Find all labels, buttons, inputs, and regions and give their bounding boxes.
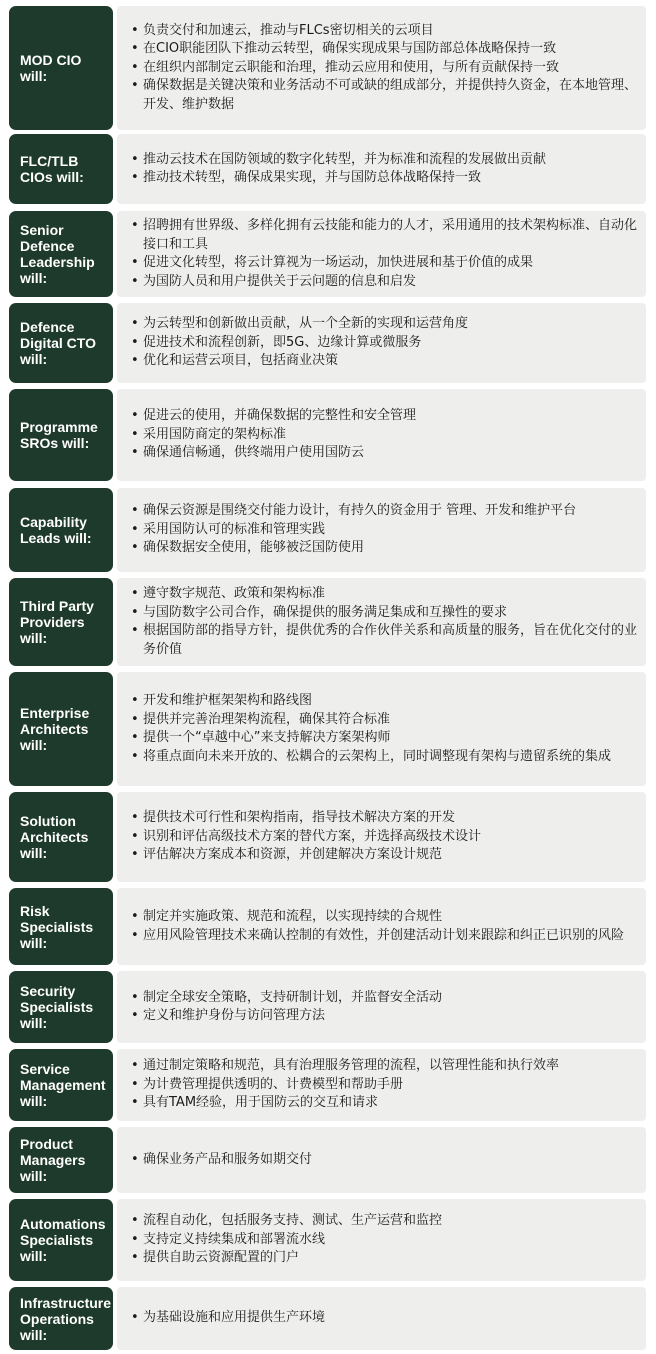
responsibility-item: • 推动云技术在国防领域的数字化转型，并为标准和流程的发展做出贡献	[131, 151, 640, 170]
role-responsibilities	[117, 1127, 646, 1193]
responsibility-item: • 确保云资源是围绕交付能力设计，有持久的资金用于 管理、开发和维护平台	[131, 502, 640, 521]
responsibility-item: • 促进技术和流程创新，即5G、边缘计算或微服务	[131, 334, 640, 353]
responsibility-item: • 促进文化转型，将云计算视为一场运动，加快进展和基于价值的成果	[131, 254, 640, 273]
role-responsibilities	[117, 1199, 646, 1281]
role-row	[9, 389, 646, 481]
role-label: Programme SROs will:	[20, 419, 98, 451]
role-label: Senior Defence Leadership will:	[20, 222, 95, 286]
responsibility-item: • 确保通信畅通，供终端用户使用国防云	[131, 444, 640, 463]
responsibility-item: • 将重点面向未来开放的、松耦合的云架构上，同时调整现有架构与遗留系统的集成	[131, 748, 640, 767]
role-responsibilities	[117, 303, 646, 383]
responsibility-list	[131, 989, 640, 1026]
role-label-box	[9, 134, 113, 204]
role-label-box	[9, 488, 113, 572]
responsibility-list	[131, 407, 640, 463]
role-row	[9, 672, 646, 786]
role-row	[9, 303, 646, 383]
responsibility-item: • 采用国防认可的标准和管理实践	[131, 521, 640, 540]
role-label: Service Management will:	[20, 1061, 106, 1109]
responsibility-item: • 流程自动化，包括服务支持、测试、生产运营和监控	[131, 1212, 640, 1231]
role-responsibilities	[117, 1049, 646, 1121]
responsibility-list	[131, 151, 640, 188]
responsibility-item: • 负责交付和加速云，推动与FLCs密切相关的云项目	[131, 22, 640, 41]
role-label: FLC/TLB CIOs will:	[20, 153, 84, 185]
responsibility-item: • 为国防人员和用户提供关于云问题的信息和启发	[131, 273, 640, 292]
role-label-box	[9, 1049, 113, 1121]
responsibility-item: • 推动技术转型，确保成果实现，并与国防总体战略保持一致	[131, 169, 640, 188]
responsibility-list	[131, 908, 640, 945]
responsibility-item: • 为计费管理提供透明的、计费模型和帮助手册	[131, 1076, 640, 1095]
responsibility-list	[131, 809, 640, 865]
role-label: Infrastructure Operations will:	[20, 1294, 112, 1343]
role-row	[9, 971, 646, 1043]
role-label: Automations Specialists will:	[20, 1216, 106, 1264]
responsibility-item: • 开发和维护框架架构和路线图	[131, 692, 640, 711]
role-label: Enterprise Architects will:	[20, 705, 90, 753]
responsibility-list	[131, 585, 640, 659]
responsibility-item: • 确保业务产品和服务如期交付	[131, 1151, 640, 1170]
role-responsibilities	[117, 578, 646, 666]
role-label-box	[9, 672, 113, 786]
responsibility-list	[131, 22, 640, 115]
role-row	[9, 211, 646, 297]
role-label-box	[9, 6, 113, 130]
role-label-box	[9, 971, 113, 1043]
role-label-box	[9, 888, 113, 965]
responsibility-item: • 评估解决方案成本和资源，并创建解决方案设计规范	[131, 846, 640, 865]
responsibility-item: • 遵守数字规范、政策和架构标准	[131, 585, 640, 604]
responsibility-item: • 采用国防商定的架构标准	[131, 426, 640, 445]
role-row	[9, 1287, 646, 1350]
role-row	[9, 134, 646, 204]
role-row	[9, 888, 646, 965]
role-label: Solution Architects will:	[20, 813, 89, 861]
responsibility-item: • 提供并完善治理架构流程，确保其符合标准	[131, 711, 640, 730]
role-responsibilities	[117, 6, 646, 130]
role-label-box	[9, 792, 113, 882]
responsibility-list	[131, 502, 640, 558]
responsibility-list	[131, 1212, 640, 1268]
role-label-box	[9, 578, 113, 666]
role-responsibilities	[117, 1287, 646, 1350]
responsibility-item: • 招聘拥有世界级、多样化拥有云技能和能力的人才，采用通用的技术架构标准、自动化接口和工具	[131, 217, 640, 254]
responsibility-list	[131, 217, 640, 291]
role-responsibilities	[117, 211, 646, 297]
responsibility-item: • 支持定义持续集成和部署流水线	[131, 1231, 640, 1250]
role-label: Risk Specialists will:	[20, 902, 94, 951]
role-label-box	[9, 303, 113, 383]
responsibility-item: • 提供一个“卓越中心”来支持解决方案架构师	[131, 729, 640, 748]
role-label-box	[9, 389, 113, 481]
role-row	[9, 578, 646, 666]
responsibility-item: • 具有TAM经验，用于国防云的交互和请求	[131, 1094, 640, 1113]
responsibility-item: • 与国防数字公司合作，确保提供的服务满足集成和互操性的要求	[131, 604, 640, 623]
role-row	[9, 1049, 646, 1121]
responsibility-item: • 确保数据是关键决策和业务活动不可或缺的组成部分，并提供持久资金，在本地管理、开发、维护数据	[131, 77, 640, 114]
role-responsibilities	[117, 888, 646, 965]
role-row	[9, 1127, 646, 1193]
responsibility-item: • 提供自助云资源配置的门户	[131, 1249, 640, 1268]
role-responsibilities	[117, 389, 646, 481]
role-label: Capability Leads will:	[20, 514, 92, 546]
responsibility-item: • 在组织内部制定云职能和治理，推动云应用和使用，与所有贡献保持一致	[131, 59, 640, 78]
role-label: Security Specialists will:	[20, 983, 94, 1031]
role-row	[9, 488, 646, 572]
responsibility-item: • 为云转型和创新做出贡献，从一个全新的实现和运营角度	[131, 315, 640, 334]
responsibility-item: • 在CIO职能团队下推动云转型，确保实现成果与国防部总体战略保持一致	[131, 40, 640, 59]
responsibility-list	[131, 692, 640, 766]
responsibility-item: • 制定并实施政策、规范和流程，以实现持续的合规性	[131, 908, 640, 927]
responsibility-list	[131, 1151, 640, 1170]
role-label-box	[9, 1127, 113, 1193]
role-label: MOD CIO will:	[20, 52, 82, 84]
responsibility-item: • 通过制定策略和规范，具有治理服务管理的流程，以管理性能和执行效率	[131, 1057, 640, 1076]
role-row	[9, 6, 646, 130]
role-responsibilities	[117, 672, 646, 786]
role-row	[9, 1199, 646, 1281]
responsibility-item: • 应用风险管理技术来确认控制的有效性，并创建活动计划来跟踪和纠正已识别的风险	[131, 927, 640, 946]
responsibility-item: • 制定全球安全策略，支持研制计划，并监督安全活动	[131, 989, 640, 1008]
responsibility-list	[131, 1309, 640, 1328]
role-responsibilities	[117, 134, 646, 204]
role-label: Product Managers will:	[20, 1136, 86, 1184]
role-row	[9, 792, 646, 882]
role-label: Defence Digital CTO will:	[20, 319, 96, 367]
role-label-box	[9, 1199, 113, 1281]
role-responsibilities	[117, 792, 646, 882]
role-responsibilities	[117, 971, 646, 1043]
responsibility-item: • 优化和运营云项目，包括商业决策	[131, 352, 640, 371]
responsibility-item: • 定义和维护身份与访问管理方法	[131, 1007, 640, 1026]
responsibility-list	[131, 315, 640, 371]
responsibility-list	[131, 1057, 640, 1113]
responsibility-item: • 识别和评估高级技术方案的替代方案，并选择高级技术设计	[131, 828, 640, 847]
role-label-box	[9, 211, 113, 297]
responsibility-item: • 促进云的使用，并确保数据的完整性和安全管理	[131, 407, 640, 426]
responsibility-item: • 为基础设施和应用提供生产环境	[131, 1309, 640, 1328]
responsibility-item: • 确保数据安全使用，能够被泛国防使用	[131, 539, 640, 558]
responsibility-item: • 提供技术可行性和架构指南，指导技术解决方案的开发	[131, 809, 640, 828]
role-label-box	[9, 1287, 113, 1350]
role-label: Third Party Providers will:	[20, 598, 94, 646]
role-responsibilities	[117, 488, 646, 572]
responsibility-item: • 根据国防部的指导方针，提供优秀的合作伙伴关系和高质量的服务，旨在优化交付的业务价值	[131, 622, 640, 659]
